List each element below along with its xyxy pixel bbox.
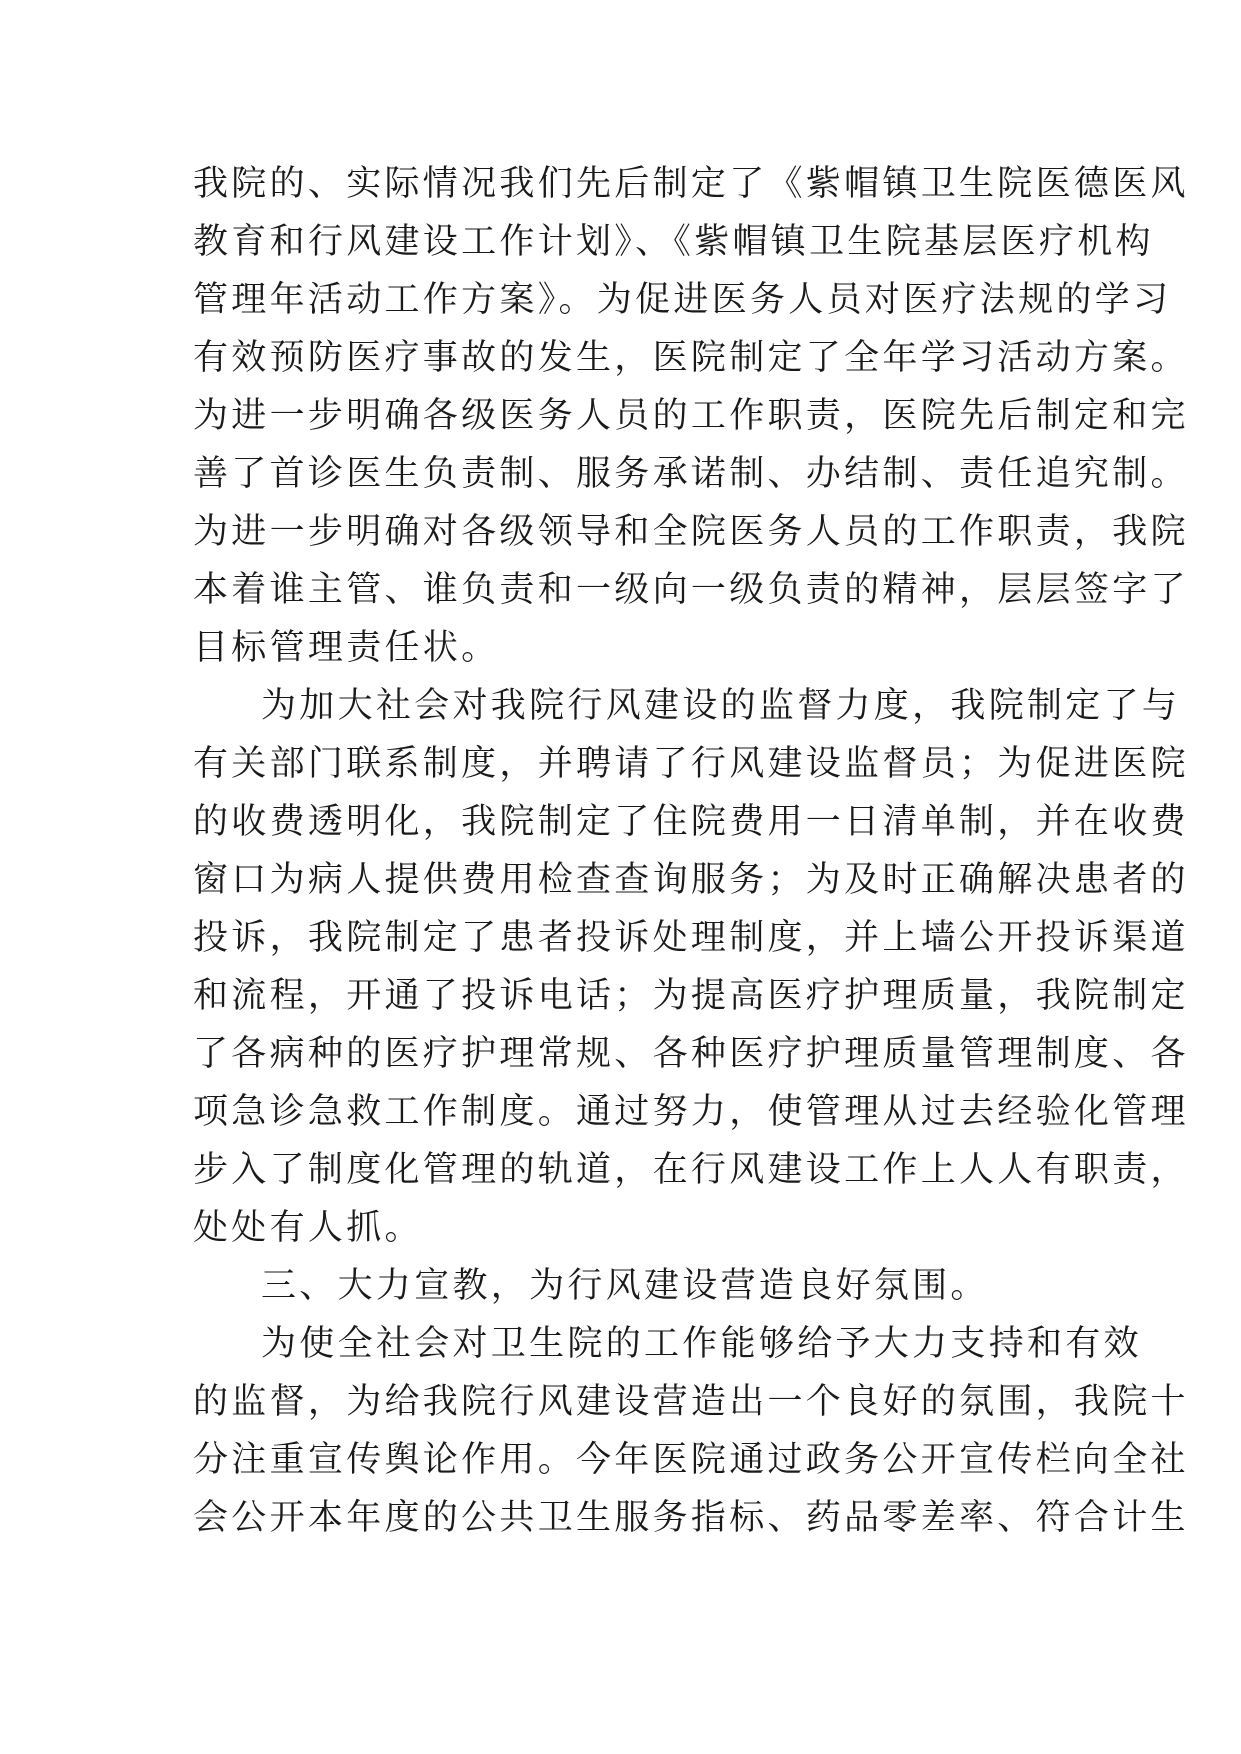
text-line: 为进一步明确各级医务人员的工作职责，医院先后制定和完: [193, 396, 1189, 436]
text-line: 本着谁主管、谁负责和一级向一级负责的精神，层层签字了: [193, 570, 1189, 610]
text-line: 目标管理责任状。: [193, 628, 500, 668]
body-text: [193, 155, 1189, 1547]
text-line: 和流程，开通了投诉电话；为提高医疗护理质量，我院制定: [193, 976, 1189, 1016]
text-line: 投诉，我院制定了患者投诉处理制度，并上墙公开投诉渠道: [193, 918, 1189, 958]
paragraph-start-line: 为加大社会对我院行风建设的监督力度，我院制定了与: [261, 686, 1181, 726]
text-line: 善了首诊医生负责制、服务承诺制、办结制、责任追究制。: [193, 454, 1189, 494]
text-line: 步入了制度化管理的轨道，在行风建设工作上人人有职责，: [193, 1150, 1189, 1190]
text-line: 有关部门联系制度，并聘请了行风建设监督员；为促进医院: [193, 744, 1189, 784]
text-line: 会公开本年度的公共卫生服务指标、药品零差率、符合计生: [193, 1498, 1189, 1538]
text-line: 窗口为病人提供费用检查查询服务；为及时正确解决患者的: [193, 860, 1189, 900]
section-heading: 三、大力宣教，为行风建设营造良好氛围。: [261, 1266, 989, 1306]
text-line: 为进一步明确对各级领导和全院医务人员的工作职责，我院: [193, 512, 1189, 552]
text-line: 教育和行风建设工作计划》、《紫帽镇卫生院基层医疗机构: [193, 222, 1154, 262]
text-line: 了各病种的医疗护理常规、各种医疗护理质量管理制度、各: [193, 1034, 1189, 1074]
text-line: 分注重宣传舆论作用。今年医院通过政务公开宣传栏向全社: [193, 1440, 1189, 1480]
text-line: 的收费透明化，我院制定了住院费用一日清单制，并在收费: [193, 802, 1189, 842]
text-line: 有效预防医疗事故的发生，医院制定了全年学习活动方案。: [193, 338, 1189, 378]
text-line: 处处有人抓。: [193, 1208, 423, 1248]
text-line: 管理年活动工作方案》。为促进医务人员对医疗法规的学习: [193, 280, 1172, 320]
text-line: 的监督，为给我院行风建设营造出一个良好的氛围，我院十: [193, 1382, 1189, 1422]
paragraph-start-line: 为使全社会对卫生院的工作能够给予大力支持和有效: [261, 1324, 1142, 1364]
text-line: 项急诊急救工作制度。通过努力，使管理从过去经验化管理: [193, 1092, 1189, 1132]
text-line: 我院的、实际情况我们先后制定了《紫帽镇卫生院医德医风: [193, 164, 1189, 204]
